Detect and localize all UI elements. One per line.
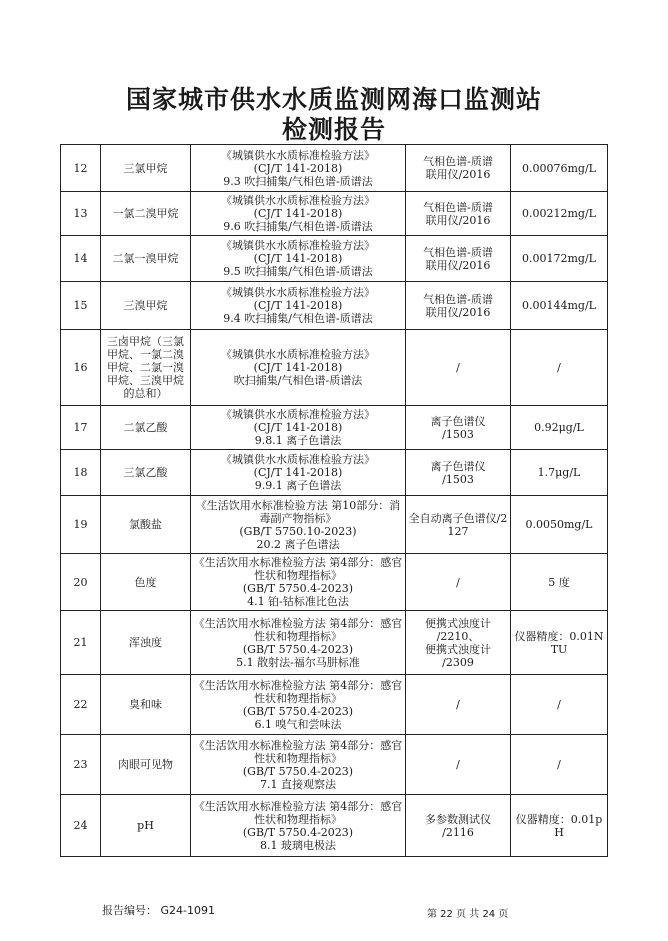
instrument-line: /2210、 [436,629,480,643]
method-line: 9.8.1 离子色谱法 [254,434,342,447]
method-line: 9.4 吹扫捕集/气相色谱-质谱法 [223,312,373,325]
method-line: 7.1 直接观察法 [260,777,336,791]
method-line: (GB/T 5750.4-2023) [242,642,354,656]
instrument-line: 联用仪/2016 [425,168,491,181]
instrument-line: / [456,698,460,711]
table-row [61,795,608,857]
detection-limit: 0.92μg/L [511,406,608,450]
table-row [61,145,608,192]
method-line: 《城镇供水水质标准检验方法》 [221,348,375,361]
instrument-line: 气相色谱-质谱 [423,200,493,214]
detection-limit: 5 度 [511,554,608,611]
test-method [191,192,406,236]
detection-limit: / [511,735,608,795]
test-method-table [60,144,608,857]
method-line: 吹扫捕集/气相色谱-质谱法 [233,374,363,387]
test-item: 肉眼可见物 [101,735,191,795]
instrument-line: 气相色谱-质谱 [423,155,493,168]
instrument-line: 便携式浊度计 [425,642,491,656]
method-line: 《生活饮用水标准检验方法 第10部分：消毒副产物指标》 [195,498,401,525]
report-title: 检测报告 [281,115,386,144]
test-method [191,330,406,406]
method-line: 《生活饮用水标准检验方法 第4部分：感官性状和物理指标》 [193,799,403,826]
method-line: (GB/T 5750.4-2023) [242,704,354,718]
method-line: 《城镇供水水质标准检验方法》 [221,453,375,466]
method-line: 9.3 吹扫捕集/气相色谱-质谱法 [223,174,373,188]
instrument-line: /2309 [442,655,474,669]
row-number: 15 [61,282,101,330]
test-item: 二氯乙酸 [101,406,191,450]
test-item: 浑浊度 [101,611,191,675]
table-row [61,450,608,496]
instrument-line: /2116 [442,825,474,839]
instrument-line: / [456,758,460,771]
method-line: 《城镇供水水质标准检验方法》 [221,148,375,162]
test-method [191,236,406,282]
test-item: 三溴甲烷 [101,282,191,330]
table-row [61,496,608,554]
instrument-line: 联用仪/2016 [425,258,491,272]
method-line: 《生活饮用水标准检验方法 第4部分：感官性状和物理指标》 [193,556,403,582]
instrument [406,611,511,675]
row-number: 23 [61,735,101,795]
test-item: 氯酸盐 [101,496,191,554]
instrument [406,330,511,406]
instrument [406,236,511,282]
instrument [406,675,511,735]
row-number: 21 [61,611,101,675]
method-line: 9.6 吹扫捕集/气相色谱-质谱法 [223,220,373,233]
instrument-line: 便携式浊度计 [425,616,491,630]
detection-limit: / [511,675,608,735]
test-method [191,735,406,795]
test-method [191,282,406,330]
instrument [406,406,511,450]
row-number: 17 [61,406,101,450]
table-row [61,611,608,675]
instrument-line: /1503 [442,472,474,486]
instrument-line: 气相色谱-质谱 [423,292,493,306]
row-number: 14 [61,236,101,282]
row-number: 24 [61,795,101,857]
test-item: 色度 [101,554,191,611]
test-method [191,554,406,611]
method-line: 《生活饮用水标准检验方法 第4部分：感官性状和物理指标》 [193,616,403,643]
detection-limit: 0.00172mg/L [511,236,608,282]
table-row [61,330,608,406]
method-line: 《城镇供水水质标准检验方法》 [221,239,375,252]
detection-limit: 0.0050mg/L [511,496,608,554]
instrument-line: /1503 [442,427,474,441]
test-method [191,795,406,857]
detection-limit: 1.7μg/L [511,450,608,496]
table-row [61,236,608,282]
method-line: (CJ/T 141-2018) [253,207,343,220]
instrument [406,554,511,611]
method-line: 8.1 玻璃电极法 [260,838,336,852]
detection-limit: / [511,330,608,406]
detection-limit: 0.00212mg/L [511,192,608,236]
instrument-line: 气相色谱-质谱 [423,245,493,259]
method-line: 《生活饮用水标准检验方法 第4部分：感官性状和物理指标》 [193,738,403,765]
instrument [406,496,511,554]
method-line: (GB/T 5750.4-2023) [242,825,354,839]
method-line: (GB/T 5750.4-2023) [242,582,354,595]
instrument-line: 联用仪/2016 [425,213,491,227]
method-line: 9.5 吹扫捕集/气相色谱-质谱法 [223,265,373,278]
row-number: 20 [61,554,101,611]
detection-limit: 0.00144mg/L [511,282,608,330]
table-row [61,192,608,236]
row-number: 12 [61,145,101,192]
instrument-line: / [456,361,460,374]
detection-limit: 仪器精度：0.01pH [511,795,608,857]
instrument [406,145,511,192]
test-method [191,496,406,554]
report-number: 报告编号： G24-1091 [102,904,215,917]
test-method [191,675,406,735]
table-row [61,735,608,795]
method-line: (CJ/T 141-2018) [253,421,343,434]
method-line: (CJ/T 141-2018) [253,361,343,374]
method-line: 20.2 离子色谱法 [256,537,340,551]
instrument-line: / [456,575,460,589]
instrument [406,192,511,236]
method-line: 4.1 铂-钴标准比色法 [247,595,349,608]
report-station-title: 国家城市供水水质监测网海口监测站 [125,85,542,114]
method-line: 《城镇供水水质标准检验方法》 [221,408,375,421]
test-method [191,611,406,675]
table-row [61,406,608,450]
row-number: 13 [61,192,101,236]
method-line: (CJ/T 141-2018) [253,299,343,312]
instrument [406,450,511,496]
method-line: 9.9.1 离子色谱法 [254,479,342,492]
method-line: 《生活饮用水标准检验方法 第4部分：感官性状和物理指标》 [193,678,403,705]
method-line: (CJ/T 141-2018) [253,161,343,175]
instrument [406,735,511,795]
test-item: 臭和味 [101,675,191,735]
detection-limit: 仪器精度：0.01NTU [511,611,608,675]
row-number: 19 [61,496,101,554]
test-item: 三氯甲烷 [101,145,191,192]
method-line: (GB/T 5750.10-2023) [239,524,357,538]
test-item: pH [101,795,191,857]
test-item: 一氯二溴甲烷 [101,192,191,236]
instrument [406,282,511,330]
test-method [191,145,406,192]
test-method [191,450,406,496]
table-row [61,554,608,611]
instrument-line: 全自动离子色谱仪/2127 [408,511,508,538]
test-item: 三氯乙酸 [101,450,191,496]
method-line: 《城镇供水水质标准检验方法》 [221,194,375,207]
row-number: 18 [61,450,101,496]
instrument-line: 离子色谱仪 [430,414,486,428]
method-line: (GB/T 5750.4-2023) [242,764,354,778]
method-line: (CJ/T 141-2018) [253,252,343,265]
method-line: (CJ/T 141-2018) [253,466,343,479]
instrument-line: 多参数测试仪 [425,812,491,826]
method-line: 5.1 散射法-福尔马肼标准 [236,655,360,669]
instrument [406,795,511,857]
instrument-line: 联用仪/2016 [425,305,491,319]
detection-limit: 0.00076mg/L [511,145,608,192]
method-line: 6.1 嗅气和尝味法 [254,717,342,731]
table-row [61,282,608,330]
instrument-line: 离子色谱仪 [430,459,486,473]
test-item: 二氯一溴甲烷 [101,236,191,282]
test-method [191,406,406,450]
test-item: 三卤甲烷（三氯甲烷、一氯二溴甲烷、二氯一溴甲烷、三溴甲烷的总和） [101,330,191,406]
row-number: 22 [61,675,101,735]
page-indicator: 第 22 页 共 24 页 [427,909,509,920]
table-row [61,675,608,735]
method-line: 《城镇供水水质标准检验方法》 [221,286,375,299]
row-number: 16 [61,330,101,406]
